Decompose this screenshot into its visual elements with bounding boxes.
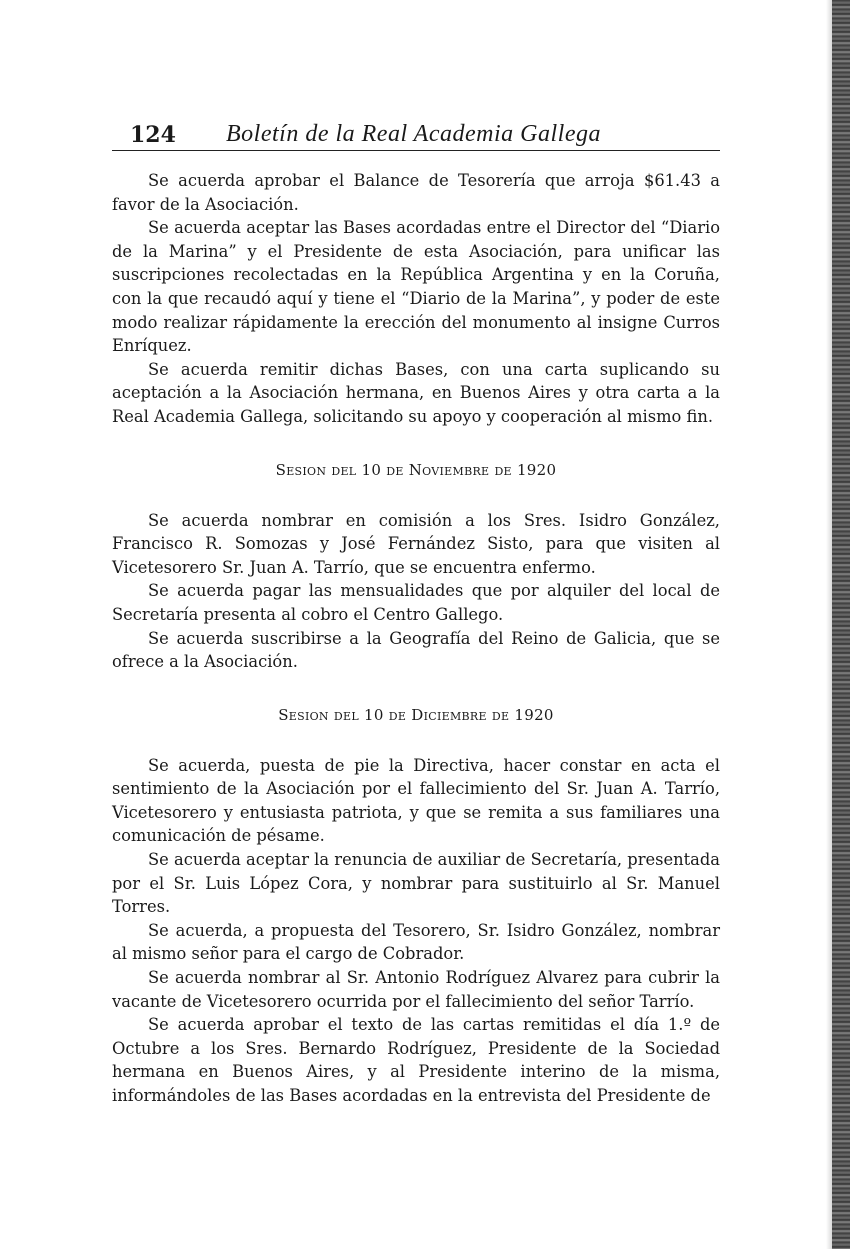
document-page <box>112 108 720 1108</box>
book-spine-edge <box>832 0 850 1249</box>
paragraph: Se acuerda, puesta de pie la Directiva, hacer constar en acta el sentimiento de la Asociación por el fallecimiento del Sr. Juan A. Tarrío, Vicetesorero y entusiasta patriota, y que se remita a sus familiares una comunicación de pésame. <box>112 755 720 846</box>
paragraph: Se acuerda suscribirse a la Geografía del Reino de Galicia, que se ofrece a la Asociación. <box>112 628 720 672</box>
paragraph: Se acuerda nombrar en comisión a los Sres. Isidro González, Francisco R. Somozas y José Fernández Sisto, para que visiten al Vicetesorero Sr. Juan A. Tarrío, que se encuentra enfermo. <box>112 510 720 577</box>
session-heading-november: Sesion del 10 de Noviembre de 1920 <box>275 460 557 479</box>
session-heading-december: Sesion del 10 de Diciembre de 1920 <box>278 705 554 724</box>
paragraph: Se acuerda nombrar al Sr. Antonio Rodríguez Alvarez para cubrir la vacante de Vicetesorero ocurrida por el fallecimiento del señor Tarrío. <box>112 968 720 1011</box>
section-november <box>112 509 720 674</box>
paragraph: Se acuerda, a propuesta del Tesorero, Sr. Isidro González, nombrar al mismo señor para el cargo de Cobrador. <box>112 920 720 964</box>
journal-title: Boletín de la Real Academia Gallega <box>226 121 601 147</box>
page-number: 124 <box>130 122 176 148</box>
section-december <box>112 754 720 1108</box>
paragraph: Se acuerda aprobar el Balance de Tesorería que arroja $61.43 a favor de la Asociación. <box>112 171 720 214</box>
paragraph: Se acuerda aceptar las Bases acordadas entre el Director del “Diario de la Marina” y el Presidente de esta Asociación, para unificar las suscripciones recolectadas en la República Argentina y en la Coruña, con la que recaudó aquí y tiene el “Diario de la Marina”, y poder de este modo realizar rápidamente la erección del monumento al insigne Curros Enríquez. <box>112 218 720 356</box>
running-header <box>112 108 720 151</box>
paragraph: Se acuerda aprobar el texto de las cartas remitidas el día 1.º de Octubre a los Sres. Bernardo Rodríguez, Presidente de la Sociedad hermana en Buenos Aires, y al Presidente interino de la misma, informándoles de las Bases acordadas en la entrevista del Presidente de <box>112 1015 720 1105</box>
paragraph: Se acuerda remitir dichas Bases, con una carta suplicando su aceptación a la Asociación hermana, en Buenos Aires y otra carta a la Real Academia Gallega, solicitando su apoyo y cooperación al mismo fin. <box>112 359 720 426</box>
section-balance <box>112 169 720 429</box>
paragraph: Se acuerda pagar las mensualidades que por alquiler del local de Secretaría presenta al cobro el Centro Gallego. <box>112 581 720 624</box>
paragraph: Se acuerda aceptar la renuncia de auxiliar de Secretaría, presentada por el Sr. Luis López Cora, y nombrar para sustituirlo al Sr. Manuel Torres. <box>112 850 720 917</box>
